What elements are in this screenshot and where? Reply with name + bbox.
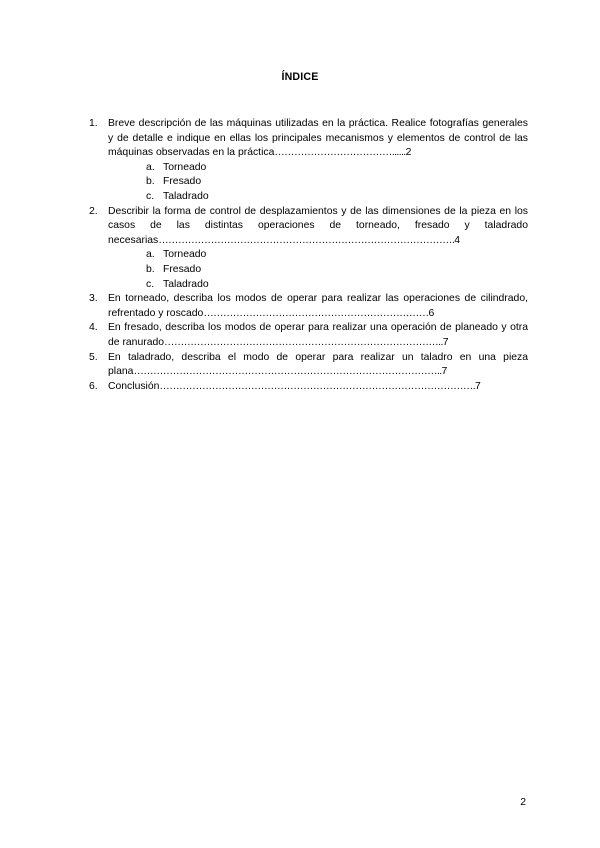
toc-subitem-letter: b.: [146, 176, 155, 188]
toc-subitem-letter: a.: [146, 249, 155, 261]
toc-subitem-letter: c.: [146, 278, 155, 290]
toc-item-title: En torneado, describa los modos de operar para realizar las operaciones de cilindrado, refrentado y roscado: [108, 293, 528, 319]
toc-subitem: [108, 278, 528, 293]
toc-leader-dots: ………………………………......: [274, 147, 406, 159]
toc-item-6: [89, 380, 528, 395]
toc-subitem-title: Fresado: [163, 263, 202, 275]
toc-item-2: [89, 205, 528, 293]
toc-subitem-title: Taladrado: [163, 278, 209, 290]
toc-page-number: 4: [454, 234, 461, 246]
toc-page-number: 7: [441, 366, 448, 378]
toc-leader-dots: …………………………………………………………………………………..: [133, 366, 442, 378]
toc-subitem: [108, 248, 528, 263]
toc-sublist: [108, 248, 528, 292]
toc-item-number: 2.: [89, 205, 98, 217]
toc-subitem: [108, 175, 528, 190]
toc-item-3: [89, 292, 528, 321]
toc-subitem-letter: c.: [146, 190, 155, 202]
toc-item-number: 3.: [89, 293, 98, 305]
toc-item-5: [89, 351, 528, 380]
toc-leader-dots: …………………………………………………………………………………….: [159, 380, 475, 392]
toc-page-number: 6: [428, 307, 435, 319]
toc-item-title: Breve descripción de las máquinas utilizadas en la práctica. Realice fotografías generales y de detalle e indique en ellas los principales mecanismos y elementos de control de las máquinas observadas en la práctica: [108, 118, 528, 159]
toc-subitem: [108, 190, 528, 205]
toc-subitem: [108, 263, 528, 278]
toc-subitem-title: Torneado: [163, 161, 207, 173]
table-of-contents: [89, 117, 528, 394]
toc-item-title: Describir la forma de control de desplazamientos y de las dimensiones de la pieza en los casos de las distintas operaciones de torneado, fresado y taladrado necesarias: [108, 205, 528, 246]
toc-leader-dots: ……………………………………………………………: [203, 307, 429, 319]
toc-subitem-title: Fresado: [163, 176, 202, 188]
toc-item-number: 1.: [89, 118, 98, 129]
toc-page-number: 7: [475, 380, 481, 392]
toc-page-number: 2: [405, 147, 412, 159]
toc-leader-dots: ……………………………………………………………………………….: [158, 234, 455, 246]
toc-item-number: 4.: [89, 322, 98, 334]
toc-item-title: Conclusión: [108, 380, 160, 392]
toc-item-title: En fresado, describa los modos de operar para realizar una operación de planeado y otra de ranurado: [108, 322, 528, 348]
toc-subitem-title: Torneado: [163, 249, 207, 261]
toc-item-number: 6.: [89, 380, 98, 392]
toc-page-number: 7: [442, 336, 449, 348]
toc-subitem-title: Taladrado: [163, 190, 209, 202]
toc-item-4: [89, 321, 528, 350]
toc-subitem-letter: b.: [146, 263, 155, 275]
toc-subitem: [108, 161, 528, 176]
toc-leader-dots: …………………………………………………………………………..: [164, 336, 443, 348]
toc-subitem-letter: a.: [146, 161, 155, 173]
page-number: 2: [520, 797, 526, 808]
toc-item-1: [89, 117, 528, 205]
page-title: ÍNDICE: [281, 71, 319, 83]
toc-item-title: En taladrado, describa el modo de operar para realizar un taladro en una pieza plana: [108, 351, 528, 378]
toc-item-number: 5.: [89, 351, 98, 363]
toc-sublist: [108, 161, 528, 205]
